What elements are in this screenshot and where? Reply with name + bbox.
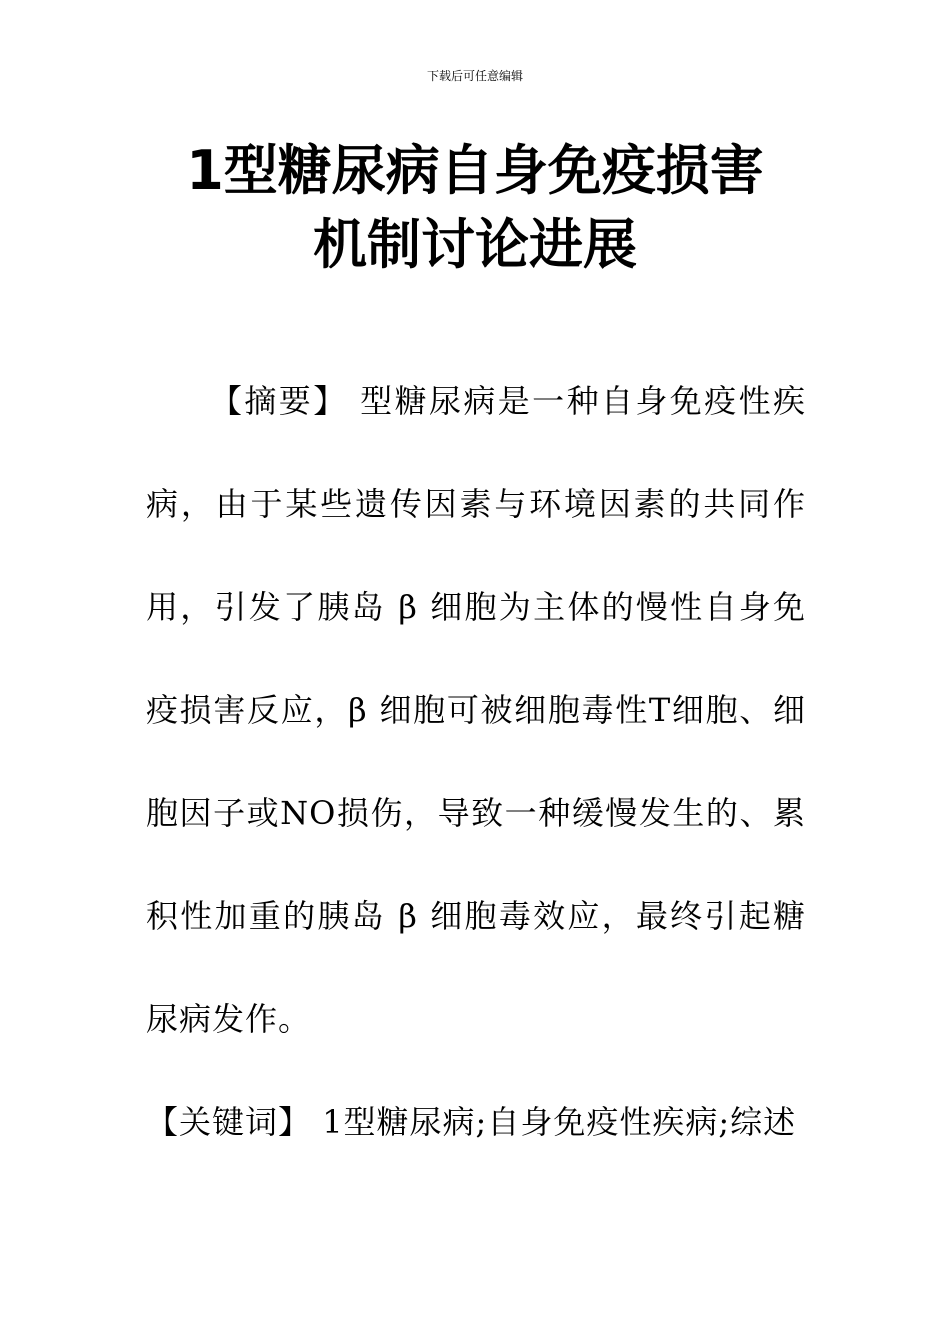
abstract-paragraph bbox=[146, 350, 806, 1071]
title-line-2: 机制讨论进展 bbox=[313, 213, 637, 276]
keywords-text: 1型糖尿病;自身免疫性疾病;综述 bbox=[311, 1103, 797, 1141]
title-line-1: 1型糖尿病自身免疫损害 bbox=[186, 139, 764, 202]
keywords-paragraph bbox=[146, 1071, 806, 1174]
document-title bbox=[130, 134, 820, 282]
abstract-label: 【摘要】 bbox=[210, 382, 348, 420]
header-note: 下载后可任意编辑 bbox=[426, 69, 523, 83]
document-body bbox=[146, 350, 806, 1174]
abstract-text: 型糖尿病是一种自身免疫性疾病，由于某些遗传因素与环境因素的共同作用，引发了胰岛 β 细胞为主体的慢性自身免疫损害反应，β 细胞可被细胞毒性T细胞、细胞因子或NO损伤，导致一种缓慢发生的、累积性加重的胰岛 β 细胞毒效应，最终引起糖尿病发作。 bbox=[146, 382, 806, 1038]
keywords-label: 【关键词】 bbox=[146, 1103, 312, 1141]
